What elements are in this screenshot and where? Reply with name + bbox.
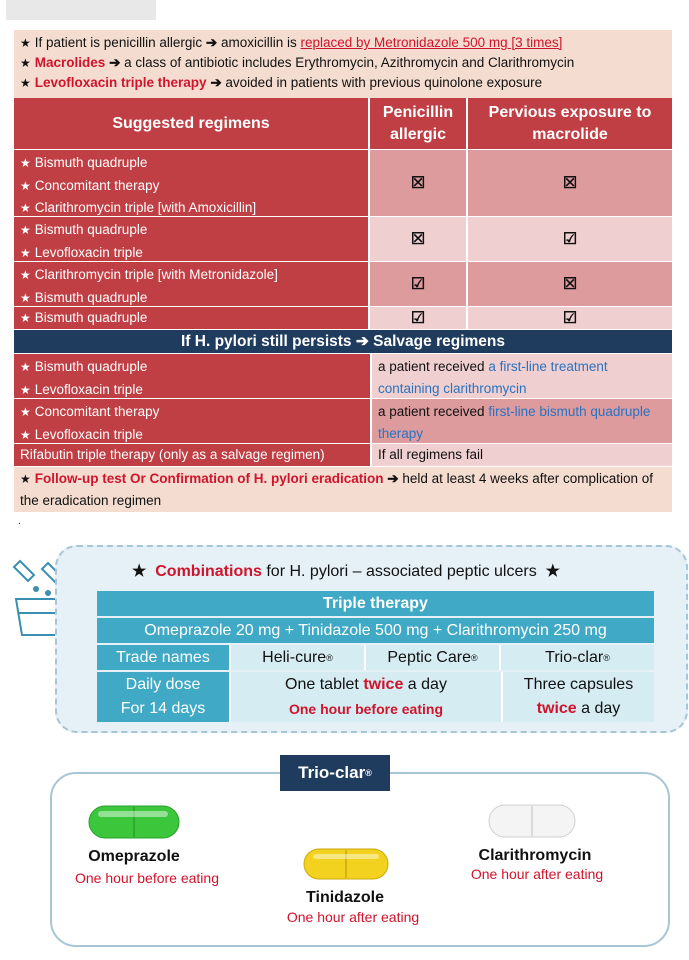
trio-clar-title: Trio-clar ®	[280, 755, 390, 791]
regimen-panel	[14, 30, 672, 512]
followup-note: ★ Follow-up test Or Confirmation of H. pylori eradication ➔ held at least 4 weeks after complication of the eradication regimen	[20, 471, 654, 508]
top-tab-stub	[6, 0, 156, 20]
header-penicillin: Penicillin allergic	[370, 98, 468, 149]
star-icon: ★	[20, 472, 31, 486]
cross-icon: ☒	[410, 175, 426, 192]
table-header	[14, 98, 672, 150]
star-icon: ★	[20, 245, 31, 260]
star-icon: ★	[20, 156, 31, 170]
omeprazole-note: One hour before eating	[75, 870, 219, 886]
salvage-header: If H. pylori still persists ➔ Salvage regimens	[14, 330, 672, 354]
star-icon: ★	[132, 563, 147, 580]
arrow-icon: ➔	[205, 35, 218, 50]
check-icon: ☑	[562, 231, 578, 248]
header-macrolide: Pervious exposure to macrolide	[468, 98, 672, 149]
trade-peptic-care: Peptic Care ®	[364, 645, 499, 670]
note-penicillin: ★ If patient is penicillin allergic ➔ amoxicillin is replaced by Metronidazole 500 mg [3 times]	[20, 35, 563, 50]
table-row: ★ Bismuth quadruple ★ Levofloxacin triple ☒ ☑	[14, 217, 672, 262]
star-icon: ★	[20, 427, 31, 442]
arrow-icon: ➔	[109, 55, 121, 70]
combinations-title: ★ Combinations for H. pylori – associated peptic ulcers ★	[132, 563, 560, 580]
note-macrolides: ★ Macrolides ➔ a class of antibiotic includes Erythromycin, Azithromycin and Clarithromycin	[20, 55, 575, 70]
omeprazole-name: Omeprazole	[88, 848, 180, 865]
composition-row: Omeprazole 20 mg + Tinidazole 500 mg + Clarithromycin 250 mg	[97, 618, 654, 643]
triple-therapy-header: Triple therapy	[97, 591, 654, 616]
arrow-icon: ➔	[387, 471, 399, 486]
star-icon: ★	[20, 360, 31, 374]
table-row: ★ Bismuth quadruple ☑ ☑	[14, 307, 672, 330]
star-icon: ★	[20, 201, 31, 215]
cross-icon: ☒	[562, 175, 578, 192]
footnote-mark: .	[18, 516, 21, 527]
tinidazole-capsule-icon	[303, 848, 389, 880]
tinidazole-note: One hour after eating	[286, 909, 420, 925]
table-row: Rifabutin triple therapy (only as a salvage regimen) If all regimens fail	[14, 444, 672, 467]
note-levofloxacin: ★ Levofloxacin triple therapy ➔ avoided in patients with previous quinolone exposure	[20, 75, 543, 90]
combinations-panel	[55, 545, 688, 733]
star-icon: ★	[20, 405, 31, 419]
cross-icon: ☒	[410, 231, 426, 248]
clarithromycin-name: Clarithromycin	[478, 847, 592, 864]
star-icon: ★	[545, 563, 560, 580]
check-icon: ☑	[562, 310, 578, 327]
trade-names-row: Trade names Heli-cure ® Peptic Care ® Trio-clar ®	[97, 645, 654, 670]
trade-trio-clar: Trio-clar ®	[499, 645, 654, 670]
star-icon: ★	[20, 268, 31, 282]
dose-tablet: One tablet twice a day One hour before eating	[229, 672, 501, 722]
trade-heli-cure: Heli-cure ®	[229, 645, 364, 670]
star-icon: ★	[20, 223, 31, 237]
regimen-table	[14, 98, 672, 467]
star-icon: ★	[20, 178, 31, 193]
daily-dose-row: Daily dose For 14 days One tablet twice a day One hour before eating Three capsules twice a day	[97, 672, 654, 722]
table-row: ★ Bismuth quadruple ★ Concomitant therapy ★ Clarithromycin triple [with Amoxicillin] ☒ ☒	[14, 150, 672, 217]
star-icon: ★	[20, 311, 31, 325]
omeprazole-capsule-icon	[88, 805, 180, 839]
star-icon: ★	[20, 56, 31, 70]
clarithromycin-note: One hour after eating	[470, 866, 604, 882]
star-icon: ★	[20, 36, 31, 50]
star-icon: ★	[20, 290, 31, 305]
dose-capsules: Three capsules twice a day	[501, 672, 654, 722]
table-row: ★ Concomitant therapy ★ Levofloxacin triple a patient received first-line bismuth quadruple therapy	[14, 399, 672, 444]
header-suggested: Suggested regimens	[14, 98, 370, 149]
check-icon: ☑	[410, 276, 426, 293]
tinidazole-name: Tinidazole	[306, 889, 384, 906]
arrow-icon: ➔	[210, 75, 222, 90]
table-row: ★ Bismuth quadruple ★ Levofloxacin triple a patient received a first-line treatment containing clarithromycin	[14, 354, 672, 399]
star-icon: ★	[20, 382, 31, 397]
cross-icon: ☒	[562, 276, 578, 293]
check-icon: ☑	[410, 310, 426, 327]
clarithromycin-capsule-icon	[488, 804, 576, 838]
table-row: ★ Clarithromycin triple [with Metronidazole] ★ Bismuth quadruple ☑ ☒	[14, 262, 672, 307]
star-icon: ★	[20, 76, 31, 90]
arrow-icon: ➔	[355, 333, 369, 350]
